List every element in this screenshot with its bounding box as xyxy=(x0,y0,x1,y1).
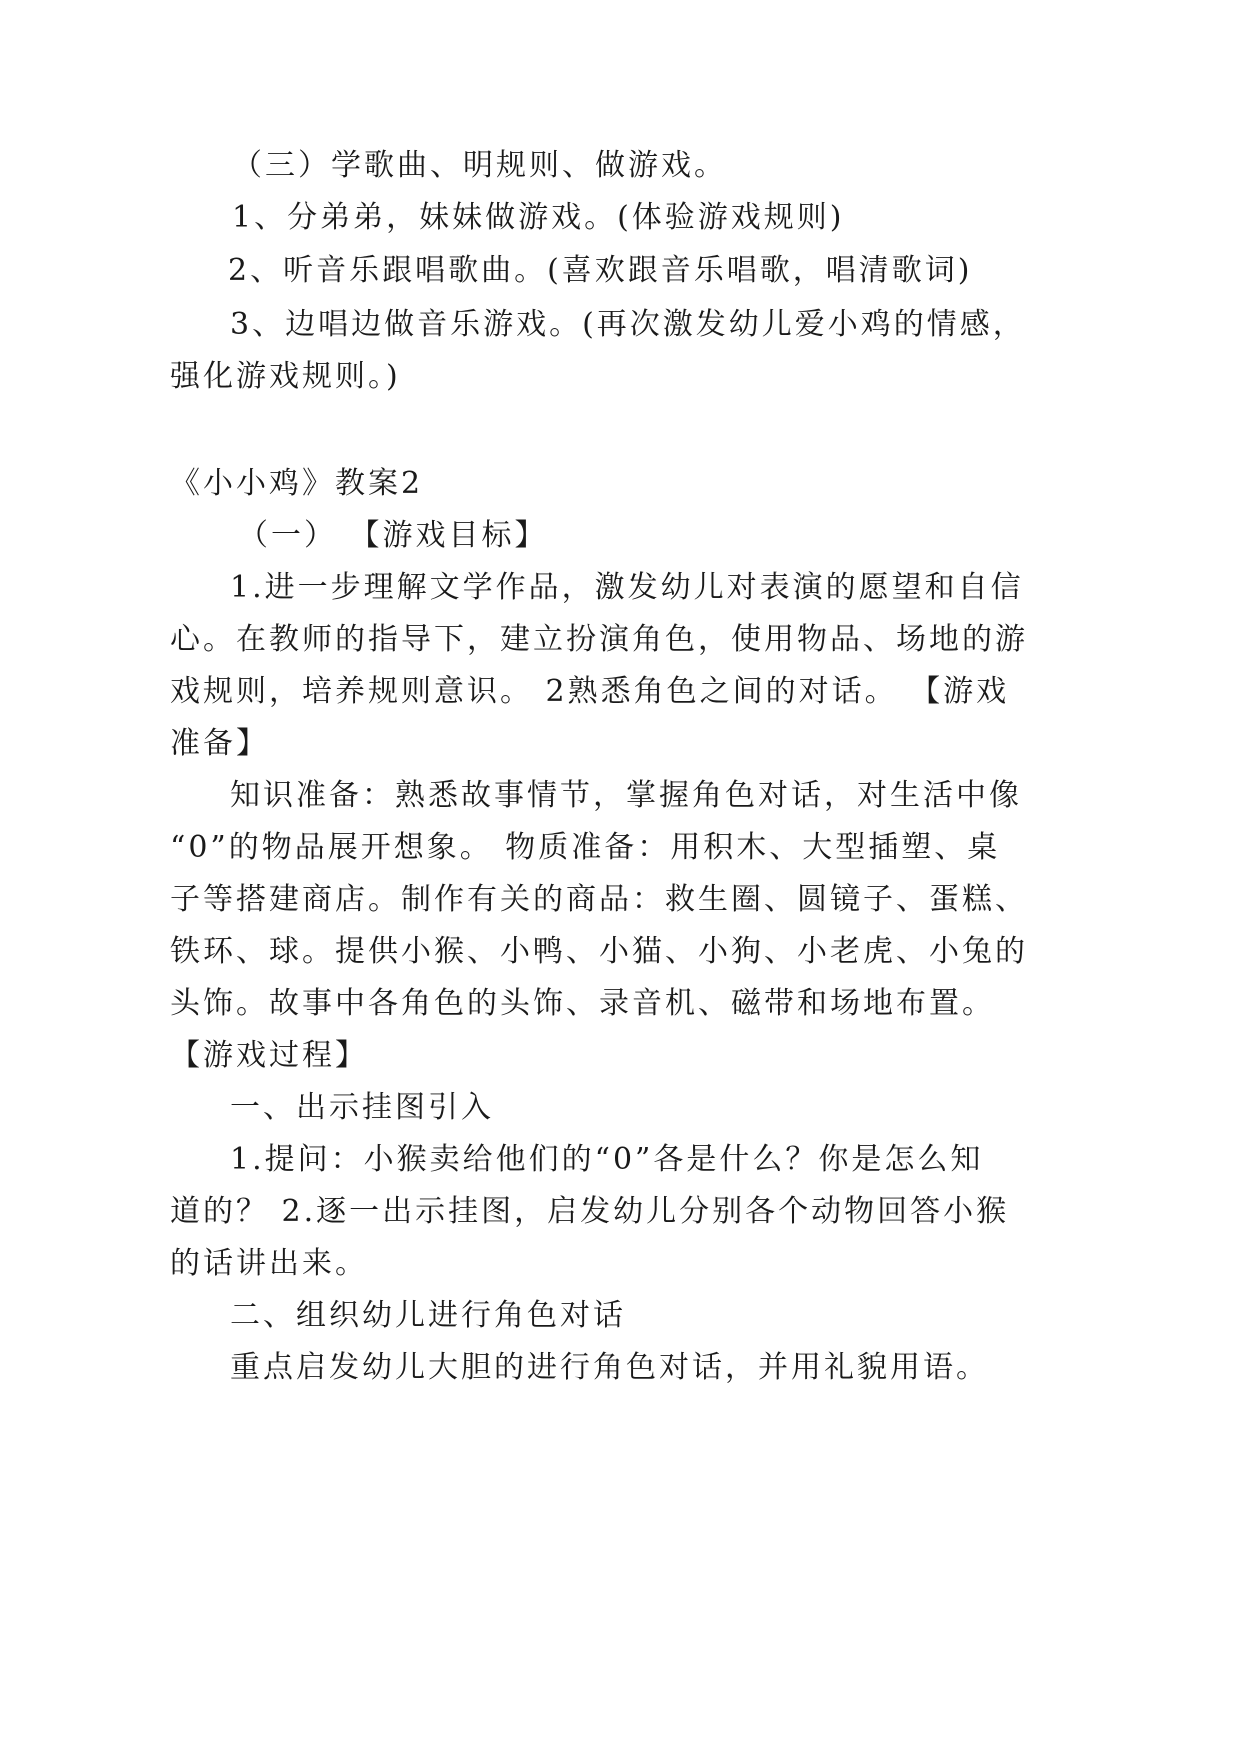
goal-line-4: 准备】 xyxy=(170,726,269,761)
step1-line-2: 道的？ 2.逐一出示挂图，启发幼儿分别各个动物回答小猴 xyxy=(170,1194,1010,1229)
step2-line: 重点启发幼儿大胆的进行角色对话，并用礼貌用语。 xyxy=(230,1350,989,1385)
goal-line-3: 戏规则，培养规则意识。 2熟悉角色之间的对话。 【游戏 xyxy=(170,674,1010,709)
section3-item-3-line-2: 强化游戏规则。) xyxy=(170,359,401,394)
step1-line-3: 的话讲出来。 xyxy=(170,1246,368,1281)
section3-item-1: 1、分弟弟，妹妹做游戏。(体验游戏规则) xyxy=(232,200,845,235)
step1-heading: 一、出示挂图引入 xyxy=(230,1090,494,1125)
section3-item-3-line-1: 3、边唱边做音乐游戏。(再次激发幼儿爱小鸡的情感， xyxy=(230,307,1026,342)
process-heading: 【游戏过程】 xyxy=(170,1038,368,1073)
section3-heading: （三）学歌曲、明规则、做游戏。 xyxy=(232,148,727,183)
prep-line-4: 铁环、球。提供小猴、小鸭、小猫、小狗、小老虎、小兔的 xyxy=(170,934,1028,969)
goal-line-2: 心。在教师的指导下，建立扮演角色，使用物品、场地的游 xyxy=(170,622,1028,657)
goal-line-1: 1.进一步理解文学作品，激发幼儿对表演的愿望和自信 xyxy=(230,570,1024,605)
prep-line-2: “0”的物品展开想象。 物质准备：用积木、大型插塑、桌 xyxy=(170,830,1001,865)
plan2-title: 《小小鸡》教案2 xyxy=(170,466,424,501)
prep-line-3: 子等搭建商店。制作有关的商品：救生圈、圆镜子、蛋糕、 xyxy=(170,882,1028,917)
prep-line-5: 头饰。故事中各角色的头饰、录音机、磁带和场地布置。 xyxy=(170,986,995,1021)
step1-line-1: 1.提问：小猴卖给他们的“0”各是什么？你是怎么知 xyxy=(230,1142,984,1177)
section3-item-2: 2、听音乐跟唱歌曲。(喜欢跟音乐唱歌，唱清歌词) xyxy=(228,253,973,288)
prep-line-1: 知识准备：熟悉故事情节，掌握角色对话，对生活中像 xyxy=(230,778,1022,813)
goal-heading: （一） 【游戏目标】 xyxy=(238,518,548,553)
step2-heading: 二、组织幼儿进行角色对话 xyxy=(230,1298,626,1333)
